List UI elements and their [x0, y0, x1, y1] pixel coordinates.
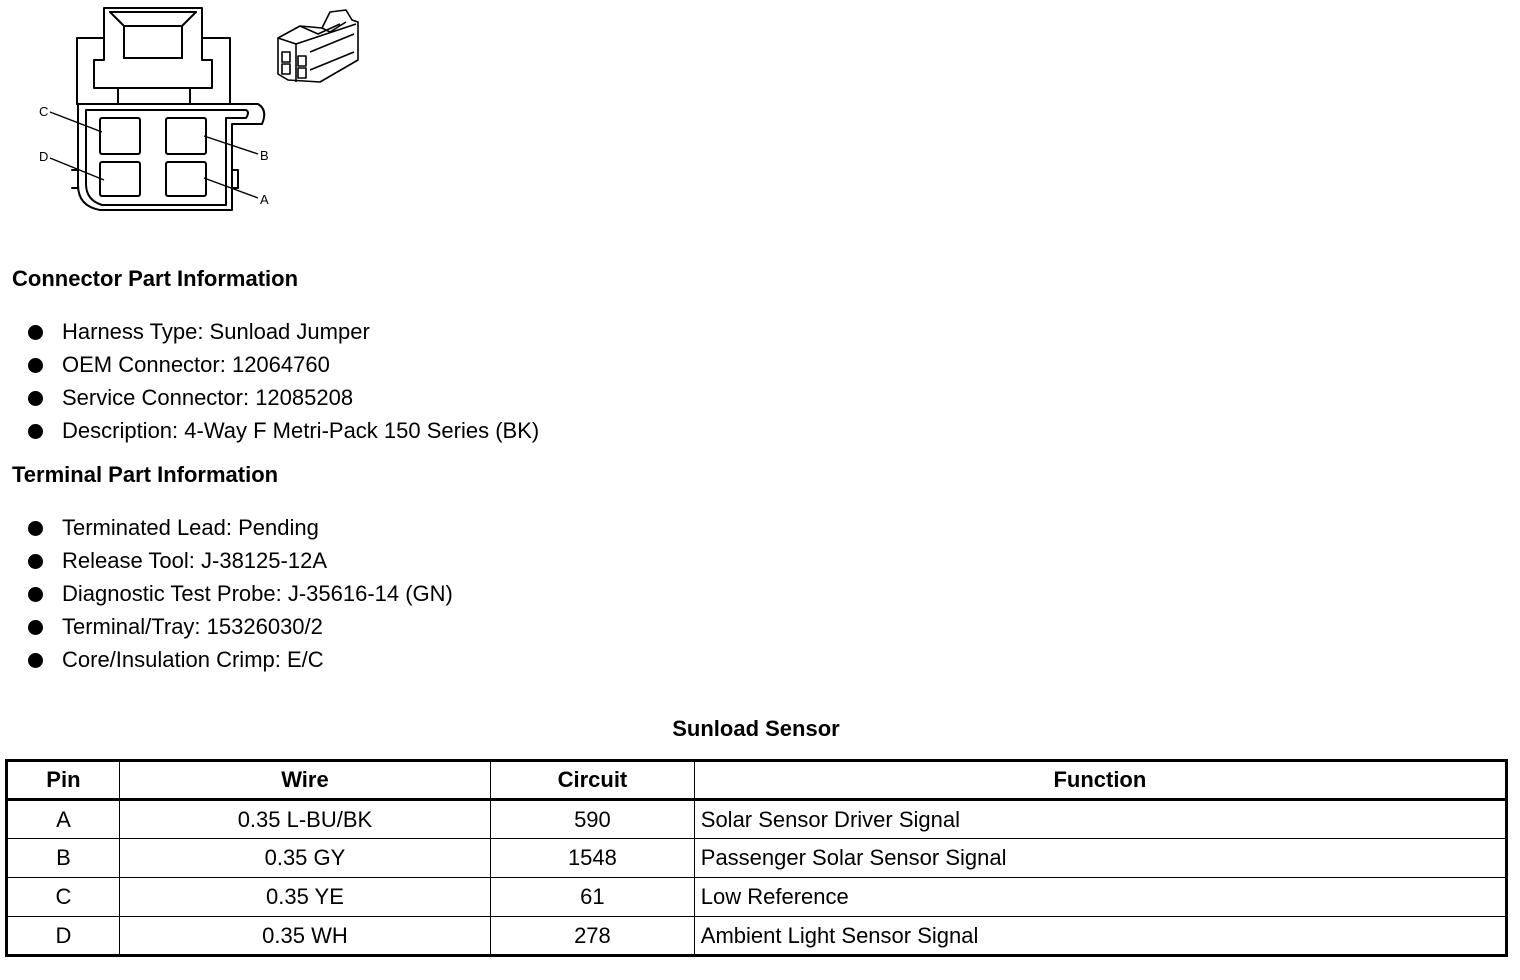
bullet-icon: [28, 653, 43, 668]
list-item: [28, 318, 539, 351]
column-header-circuit: Circuit: [491, 761, 695, 800]
table-row: [7, 917, 1507, 956]
list-item: [28, 351, 539, 384]
list-item-text: Description: 4-Way F Metri-Pack 150 Series (BK): [62, 418, 540, 443]
list-item-text: Terminal/Tray: 15326030/2: [62, 614, 323, 639]
list-item-text: Diagnostic Test Probe: J-35616-14 (GN): [62, 581, 453, 606]
list-item: [28, 384, 539, 417]
connector-face-drawing: [0, 0, 380, 220]
list-item-text: OEM Connector: 12064760: [62, 352, 330, 377]
cell-pin: B: [7, 839, 120, 878]
bullet-icon: [28, 391, 43, 406]
list-item: [28, 646, 453, 679]
column-header-function: Function: [694, 761, 1506, 800]
cell-circuit: 61: [491, 878, 695, 917]
list-item: [28, 580, 453, 613]
cell-wire: 0.35 WH: [119, 917, 490, 956]
table-row: [7, 839, 1507, 878]
list-item-text: Release Tool: J-38125-12A: [62, 548, 327, 573]
column-header-wire: Wire: [119, 761, 490, 800]
pin-label-c: C: [39, 104, 49, 119]
bullet-icon: [28, 325, 43, 340]
list-item: [28, 417, 539, 450]
pin-label-d: D: [39, 149, 49, 164]
cell-function: Solar Sensor Driver Signal: [694, 800, 1506, 839]
table-header-row: [7, 761, 1507, 800]
cell-pin: D: [7, 917, 120, 956]
bullet-icon: [28, 521, 43, 536]
connector-info-list: [28, 318, 539, 450]
cell-circuit: 278: [491, 917, 695, 956]
cell-function: Low Reference: [694, 878, 1506, 917]
cell-function: Ambient Light Sensor Signal: [694, 917, 1506, 956]
list-item-text: Harness Type: Sunload Jumper: [62, 319, 370, 344]
table-title: Sunload Sensor: [672, 716, 840, 741]
terminal-part-information-heading: Terminal Part Information: [12, 462, 279, 487]
cell-wire: 0.35 YE: [119, 878, 490, 917]
bullet-icon: [28, 620, 43, 635]
column-header-pin: Pin: [7, 761, 120, 800]
list-item-text: Terminated Lead: Pending: [62, 515, 319, 540]
cell-wire: 0.35 GY: [119, 839, 490, 878]
table-row: [7, 800, 1507, 839]
cell-circuit: 1548: [491, 839, 695, 878]
list-item: [28, 547, 453, 580]
list-item-text: Core/Insulation Crimp: E/C: [62, 647, 324, 672]
terminal-info-list: [28, 514, 453, 679]
list-item: [28, 514, 453, 547]
connector-diagram: [0, 0, 380, 220]
table-row: [7, 878, 1507, 917]
list-item: [28, 613, 453, 646]
bullet-icon: [28, 554, 43, 569]
cell-wire: 0.35 L-BU/BK: [119, 800, 490, 839]
cell-pin: A: [7, 800, 120, 839]
bullet-icon: [28, 358, 43, 373]
connector-part-information-heading: Connector Part Information: [12, 266, 299, 291]
cell-pin: C: [7, 878, 120, 917]
bullet-icon: [28, 587, 43, 602]
pin-label-a: A: [260, 192, 269, 207]
connector-isometric-icon: [278, 10, 358, 82]
list-item-text: Service Connector: 12085208: [62, 385, 354, 410]
cell-circuit: 590: [491, 800, 695, 839]
pin-label-b: B: [260, 148, 269, 163]
cell-function: Passenger Solar Sensor Signal: [694, 839, 1506, 878]
pinout-table: [5, 759, 1508, 957]
bullet-icon: [28, 424, 43, 439]
